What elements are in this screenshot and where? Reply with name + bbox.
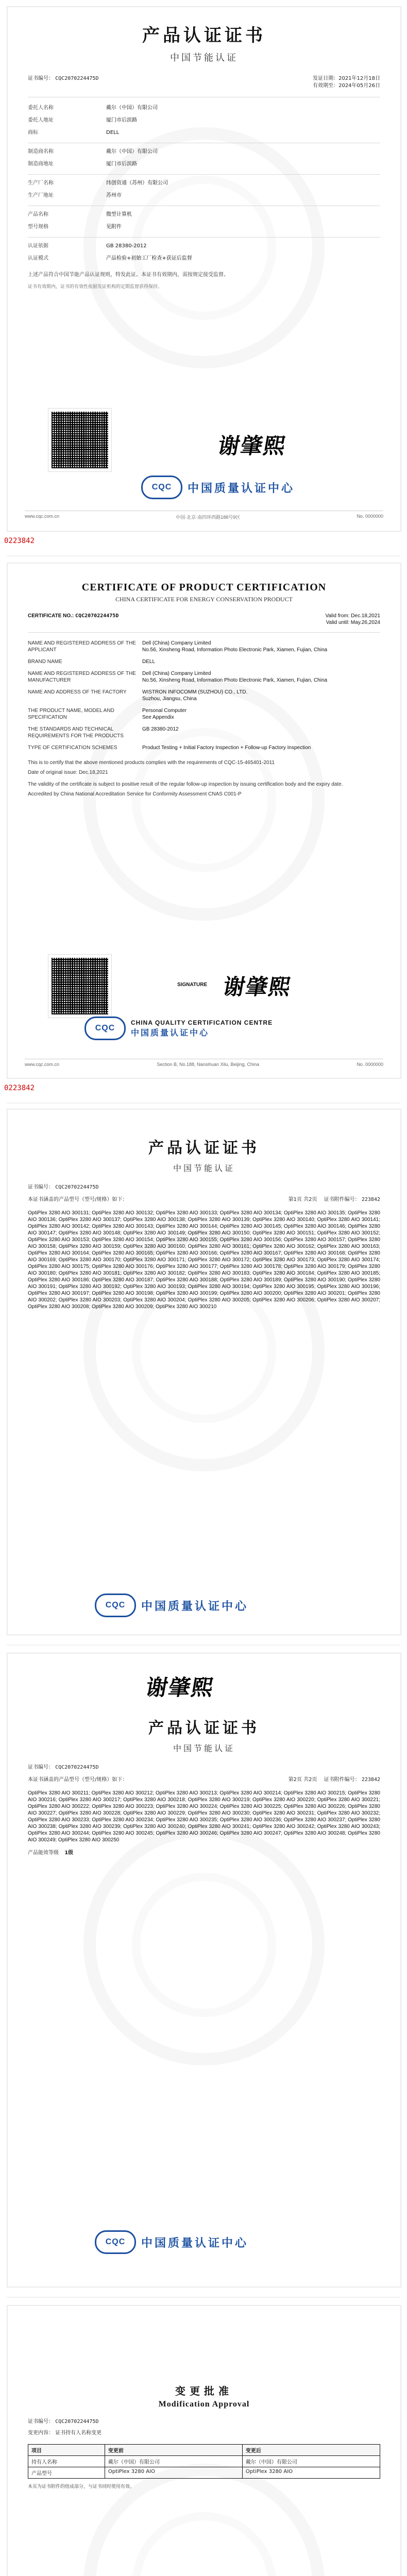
en-standard-label: THE STANDARDS AND TECHNICAL REQUIREMENTS FOR THE PRODUCTS	[28, 726, 124, 739]
appendix-1-cert-no-value: CQC2070224475D	[55, 1184, 99, 1190]
cert-fields	[28, 105, 380, 262]
valid-until-label: 有效期至：	[313, 83, 339, 89]
factory-address-label: 生产厂地址	[28, 193, 54, 198]
appendix-1-cert-no-label: 证书编号：	[28, 1184, 54, 1190]
holder-address-value: 厦门市后滨路	[106, 117, 137, 123]
certificate-number-block	[28, 75, 98, 90]
cqc-logo: CQC	[141, 476, 182, 499]
footer-left: www.cqc.com.cn	[25, 514, 60, 519]
cert-en-top-meta	[28, 613, 380, 626]
serial-number-1: 0223842	[4, 537, 35, 545]
factory-label: 生产厂名称	[28, 180, 54, 186]
appendix-2-energy	[28, 1850, 380, 1857]
issue-date-value: 2021年12月18日	[338, 76, 380, 81]
manufacturer-label: 制造商名称	[28, 149, 54, 155]
appendix-1-page-label: 第1页 共2页	[288, 1197, 317, 1202]
serial-number-2: 0223842	[4, 1084, 35, 1092]
title-cn: 产品认证证书	[142, 25, 266, 46]
appendix-1-serial-value: 223842	[361, 1197, 380, 1202]
en-product-value: Personal Computer See Appendix	[142, 708, 187, 720]
manufacturer-address-label: 制造商地址	[28, 161, 54, 167]
en-product-label: THE PRODUCT NAME, MODEL AND SPECIFICATION	[28, 708, 114, 720]
signature-en: 谢肇熙	[221, 974, 294, 999]
appendix-1-title: 产品认证证书	[148, 1139, 260, 1157]
brand-label: 商标	[28, 130, 38, 135]
en-scheme-value: Product Testing + Initial Factory Inspection + Follow-up Factory Inspection	[142, 745, 311, 751]
valid-from-label: Valid from:	[325, 613, 350, 619]
cqc-logo-row	[141, 476, 295, 499]
appendix-1-intro: 本证书涵盖的产品型号（型号/规格）如下：	[28, 1197, 128, 1202]
energy-value: 1级	[64, 1850, 74, 1856]
certificate-cn	[7, 6, 401, 532]
valid-until-en-value: May.26,2024	[350, 620, 380, 625]
cqc-name-en: CHINA QUALITY CERTIFICATION CENTRE	[131, 1019, 273, 1026]
statement-cn: 上述产品符合中国节能产品认证规则，特发此证。本证书有效期内，需按规定接受监督。	[28, 272, 229, 278]
en-rule-top	[28, 632, 380, 633]
scheme-value: 产品检验+初始工厂检查+获证后监督	[106, 256, 192, 261]
en-statement-3: The validity of the certificate is subject to positive result of the regular follow-up inspection by issuing certification body and the expiry date.	[28, 782, 343, 787]
footer-en	[25, 1062, 383, 1067]
cqc-en-text-block	[131, 1019, 273, 1038]
mod-table-header-item: 项目	[28, 2445, 105, 2456]
certificate-number-label: 证书编号：	[28, 76, 54, 81]
page-divider-3	[7, 1645, 400, 1646]
en-standard	[28, 726, 380, 739]
en-manufacturer	[28, 670, 380, 684]
dates-en	[204, 613, 380, 626]
en-manufacturer-value: Dell (China) Company Limited No.56, Xinsheng Road, Information Photo Electronic Park, Xiamen, Fujian, China	[142, 671, 328, 683]
factory-address-value: 苏州市	[106, 193, 122, 198]
holder-label: 委托人名称	[28, 105, 54, 111]
en-statement-1: This is to certify that the above mentioned products complies with the requirements of CQC-15-465401-2011	[28, 760, 275, 766]
manufacturer-address-value: 厦门市后滨路	[106, 161, 137, 167]
certificate-en	[7, 563, 401, 1079]
field-brand	[28, 129, 380, 137]
field-product	[28, 211, 380, 218]
page-divider-4	[7, 2297, 400, 2298]
en-brand-label: BRAND NAME	[28, 659, 62, 665]
mod-cert-no-value: CQC2070224475D	[55, 2419, 99, 2425]
note-cn: 证书有效期内，证书的有效性依据发证机构的定期监督获得保持。	[28, 284, 163, 290]
mod-table	[28, 2444, 380, 2479]
certificate-number-en-value: CQC2070224475D	[75, 613, 119, 619]
appendix-2-title: 产品认证证书	[148, 1719, 260, 1737]
appendix-2-cert-no-label: 证书编号：	[28, 1765, 54, 1770]
en-statement-2: Date of original issue: Dec.18,2021	[28, 770, 108, 775]
standard-value: GB 28380-2012	[106, 243, 147, 249]
appendix-1-cqc-text: 中国质量认证中心	[141, 1600, 249, 1613]
footer-en-right: No. 0000000	[357, 1062, 383, 1067]
mod-change-label: 变更内容：	[28, 2430, 54, 2436]
mod-cell: OptiPlex 3280 AIO	[105, 2467, 242, 2479]
title-en: CERTIFICATE OF PRODUCT CERTIFICATION	[81, 582, 327, 593]
mod-cell: OptiPlex 3280 AIO	[242, 2467, 380, 2479]
energy-label: 产品能效等级	[28, 1850, 59, 1856]
page-divider-1	[7, 555, 400, 556]
en-scheme-label: TYPE OF CERTIFICATION SCHEMES	[28, 745, 117, 751]
qr-code	[48, 409, 111, 471]
appendix-1-serial-label: 证书附件编号：	[324, 1197, 360, 1202]
en-product	[28, 707, 380, 721]
field-factory	[28, 180, 380, 187]
mod-table-header-row	[28, 2445, 380, 2456]
mod-table-wrap	[28, 2444, 380, 2479]
appendix-2-cqc-logo: CQC	[95, 2230, 136, 2254]
standard-label: 认证依据	[28, 243, 48, 249]
appendix-1-subtitle: 中国节能认证	[173, 1163, 235, 1173]
mod-cell: 戴尔（中国）有限公司	[242, 2456, 380, 2467]
watermark-seal-appendix-2	[83, 1824, 325, 2065]
valid-until-en-label: Valid until:	[326, 620, 350, 625]
dates-block	[313, 75, 380, 90]
appendix-1-cqc-logo: CQC	[95, 1594, 136, 1617]
factory-value: 纬创资通（苏州）有限公司	[106, 180, 168, 186]
en-statement-4: Accredited by China National Accreditation Service for Conformity Assessment CNAS C001-P	[28, 791, 242, 797]
appendix-2-intro: 本证书涵盖的产品型号（型号/规格）如下：	[28, 1777, 128, 1783]
manufacturer-value: 戴尔（中国）有限公司	[106, 149, 158, 155]
appendix-2-page-label: 第2页 共2页	[288, 1777, 317, 1783]
en-standard-value: GB 28380-2012	[142, 726, 179, 732]
mod-footer-text: 本页为证书附件的组成部分，与证书同时使用有效。	[28, 2484, 135, 2489]
field-factory-address	[28, 192, 380, 199]
en-manufacturer-label: NAME AND REGISTERED ADDRESS OF THE MANUFACTURER	[28, 671, 136, 683]
appendix-2-serial-value: 223842	[361, 1777, 380, 1783]
valid-from-value: Dec.18,2021	[351, 613, 380, 619]
field-holder-address	[28, 117, 380, 124]
brand-value: DELL	[106, 130, 120, 135]
field-manufacturer-address	[28, 161, 380, 168]
subtitle-cn: 中国节能认证	[170, 53, 238, 63]
mod-cell: 戴尔（中国）有限公司	[105, 2456, 242, 2467]
field-manufacturer	[28, 148, 380, 156]
appendix-page-1	[7, 1109, 401, 1635]
mod-cert-no	[28, 2418, 380, 2426]
cqc-logo-en: CQC	[84, 1016, 126, 1040]
appendix-1-models: OptiPlex 3280 AIO 300131; OptiPlex 3280 AIO 300132; OptiPlex 3280 AIO 300133; OptiPlex 3280 AIO 300134; OptiPlex 3280 AIO 300135; OptiPlex 3280 AIO 300136; OptiPlex 3280 AIO 300137; OptiPlex 3280 AIO 300138; OptiPlex 3280 AIO 300139; OptiPlex 3280 AIO 300140; OptiPlex 3280 AIO 300141; OptiPlex 3280 AIO 300142; OptiPlex 3280 AIO 300143; OptiPlex 3280 AIO 300144; OptiPlex 3280 AIO 300145; OptiPlex 3280 AIO 300146; OptiPlex 3280 AIO 300147; OptiPlex 3280 AIO 300148; OptiPlex 3280 AIO 300149; OptiPlex 3280 AIO 300150; OptiPlex 3280 AIO 300151; OptiPlex 3280 AIO 300152; OptiPlex 3280 AIO 300153; OptiPlex 3280 AIO 300154; OptiPlex 3280 AIO 300155; OptiPlex 3280 AIO 300156; OptiPlex 3280 AIO 300157; OptiPlex 3280 AIO 300158; OptiPlex 3280 AIO 300159; OptiPlex 3280 AIO 300160; OptiPlex 3280 AIO 300161; OptiPlex 3280 AIO 300162; OptiPlex 3280 AIO 300163; OptiPlex 3280 AIO 300164; OptiPlex 3280 AIO 300165; OptiPlex 3280 AIO 300166; OptiPlex 3280 AIO 300167; OptiPlex 3280 AIO 300168; OptiPlex 3280 AIO 300169; OptiPlex 3280 AIO 300170; OptiPlex 3280 AIO 300171; OptiPlex 3280 AIO 300172; OptiPlex 3280 AIO 300173; OptiPlex 3280 AIO 300174; OptiPlex 3280 AIO 300175; OptiPlex 3280 AIO 300176; OptiPlex 3280 AIO 300177; OptiPlex 3280 AIO 300178; OptiPlex 3280 AIO 300179; OptiPlex 3280 AIO 300180; OptiPlex 3280 AIO 300181; OptiPlex 3280 AIO 300182; OptiPlex 3280 AIO 300183; OptiPlex 3280 AIO 300184; OptiPlex 3280 AIO 300185; OptiPlex 3280 AIO 300186; OptiPlex 3280 AIO 300187; OptiPlex 3280 AIO 300188; OptiPlex 3280 AIO 300189; OptiPlex 3280 AIO 300190; OptiPlex 3280 AIO 300191; OptiPlex 3280 AIO 300192; OptiPlex 3280 AIO 300193; OptiPlex 3280 AIO 300194; OptiPlex 3280 AIO 300195; OptiPlex 3280 AIO 300196; OptiPlex 3280 AIO 300197; OptiPlex 3280 AIO 300198; OptiPlex 3280 AIO 300199; OptiPlex 3280 AIO 300200; OptiPlex 3280 AIO 300201; OptiPlex 3280 AIO 300202; OptiPlex 3280 AIO 300203; OptiPlex 3280 AIO 300204; OptiPlex 3280 AIO 300205; OptiPlex 3280 AIO 300206; OptiPlex 3280 AIO 300207; OptiPlex 3280 AIO 300208; OptiPlex 3280 AIO 300209; OptiPlex 3280 AIO 300210	[28, 1210, 380, 1310]
en-brand	[28, 658, 380, 665]
model-label: 型号规格	[28, 224, 48, 230]
certificate-number-value: CQC2070224475D	[55, 76, 99, 81]
en-scheme	[28, 744, 380, 751]
field-standard	[28, 243, 380, 250]
certificate-number-en	[28, 613, 204, 626]
product-label: 产品名称	[28, 212, 48, 217]
appendix-1-right-meta	[289, 1196, 380, 1204]
appendix-2-serial-label: 证书附件编号：	[324, 1777, 360, 1783]
appendix-1-cert-no	[28, 1184, 380, 1191]
scheme-label: 认证模式	[28, 256, 48, 261]
en-factory-value: WISTRON INFOCOMM (SUZHOU) CO., LTD. Suzhou, Jiangsu, China	[142, 689, 248, 702]
signature-label-en: SIGNATURE	[177, 982, 208, 988]
cqc-name-cn: 中国质量认证中心	[188, 482, 295, 495]
appendix-2-cert-no-value: CQC2070224475D	[55, 1765, 99, 1770]
modification-approval	[7, 2305, 401, 2576]
cqc-name-cn-small: 中国质量认证中心	[131, 1027, 210, 1038]
en-applicant-value: Dell (China) Company Limited No.56, Xinsheng Road, Information Photo Electronic Park, Xiamen, Fujian, China	[142, 640, 328, 653]
qr-code-en	[48, 955, 111, 1018]
footer-mid: 中国·北京·南四环西路188号9区	[176, 515, 241, 520]
appendix-2-cqc-row	[95, 2230, 248, 2254]
en-applicant-label: NAME AND REGISTERED ADDRESS OF THE APPLICANT	[28, 640, 136, 653]
appendix-2-cqc-text: 中国质量认证中心	[141, 2236, 249, 2250]
signature: 谢肇熙	[216, 433, 289, 459]
holder-value: 戴尔（中国）有限公司	[106, 105, 158, 111]
appendix-2-models: OptiPlex 3280 AIO 300211; OptiPlex 3280 AIO 300212; OptiPlex 3280 AIO 300213; OptiPlex 3280 AIO 300214; OptiPlex 3280 AIO 300215; OptiPlex 3280 AIO 300216; OptiPlex 3280 AIO 300217; OptiPlex 3280 AIO 300218; OptiPlex 3280 AIO 300219; OptiPlex 3280 AIO 300220; OptiPlex 3280 AIO 300221; OptiPlex 3280 AIO 300222; OptiPlex 3280 AIO 300223; OptiPlex 3280 AIO 300224; OptiPlex 3280 AIO 300225; OptiPlex 3280 AIO 300226; OptiPlex 3280 AIO 300227; OptiPlex 3280 AIO 300228; OptiPlex 3280 AIO 300229; OptiPlex 3280 AIO 300230; OptiPlex 3280 AIO 300231; OptiPlex 3280 AIO 300232; OptiPlex 3280 AIO 300233; OptiPlex 3280 AIO 300234; OptiPlex 3280 AIO 300235; OptiPlex 3280 AIO 300236; OptiPlex 3280 AIO 300237; OptiPlex 3280 AIO 300238; OptiPlex 3280 AIO 300239; OptiPlex 3280 AIO 300240; OptiPlex 3280 AIO 300241; OptiPlex 3280 AIO 300242; OptiPlex 3280 AIO 300243; OptiPlex 3280 AIO 300244; OptiPlex 3280 AIO 300245; OptiPlex 3280 AIO 300246; OptiPlex 3280 AIO 300247; OptiPlex 3280 AIO 300248; OptiPlex 3280 AIO 300249; OptiPlex 3280 AIO 300250	[28, 1790, 380, 1843]
holder-address-label: 委托人地址	[28, 117, 54, 123]
mod-change-value: 证书持有人名称变更	[55, 2430, 102, 2436]
en-factory	[28, 689, 380, 702]
page-divider-2	[7, 1103, 400, 1104]
subtitle-en: CHINA CERTIFICATE FOR ENERGY CONSERVATION PRODUCT	[115, 596, 293, 603]
en-fields	[28, 640, 380, 751]
footer-en-mid: Section B, No.188, Nansihuan Xilu, Beijing, China	[157, 1062, 260, 1067]
appendix-page-2	[7, 1653, 401, 2287]
field-holder	[28, 105, 380, 112]
fields-rule-4	[28, 237, 380, 238]
fields-rule-2	[28, 174, 380, 175]
appendix-2-cert-no	[28, 1764, 380, 1771]
mod-cell: 持有人名称	[28, 2456, 105, 2467]
en-applicant	[28, 640, 380, 653]
field-model	[28, 224, 380, 231]
cqc-logo-row-en	[84, 1016, 273, 1040]
mod-table-header-after: 变更后	[242, 2445, 380, 2456]
cert-top-meta	[28, 75, 380, 90]
appendix-2-signature: 谢肇熙	[144, 1675, 216, 1700]
footer-en-left: www.cqc.com.cn	[25, 1062, 60, 1067]
issue-date-label: 发证日期：	[313, 76, 339, 81]
mod-cert-no-label: 证书编号：	[28, 2419, 54, 2425]
mod-cell: 产品型号	[28, 2467, 105, 2479]
field-scheme	[28, 255, 380, 262]
valid-until-value: 2024年05月26日	[338, 83, 380, 89]
en-brand-value: DELL	[142, 659, 156, 665]
table-row	[28, 2456, 380, 2467]
model-value: 见附件	[106, 224, 122, 230]
en-factory-label: NAME AND ADDRESS OF THE FACTORY	[28, 689, 127, 695]
appendix-2-right-meta	[289, 1776, 380, 1784]
appendix-2-subtitle: 中国节能认证	[173, 1743, 235, 1753]
appendix-1-cqc-row	[95, 1594, 248, 1617]
appendix-2-meta	[28, 1776, 380, 1784]
mod-change	[28, 2430, 380, 2437]
table-row	[28, 2467, 380, 2479]
footer-right: No. 0000000	[357, 514, 383, 519]
mod-table-header-before: 变更前	[105, 2445, 242, 2456]
mod-title-cn: 变更批准	[175, 2385, 233, 2397]
appendix-1-meta	[28, 1196, 380, 1204]
mod-title-en: Modification Approval	[158, 2400, 250, 2409]
product-value: 微型计算机	[106, 212, 132, 217]
footer	[25, 514, 383, 520]
certificate-number-en-label: CERTIFICATE NO.:	[28, 613, 74, 619]
